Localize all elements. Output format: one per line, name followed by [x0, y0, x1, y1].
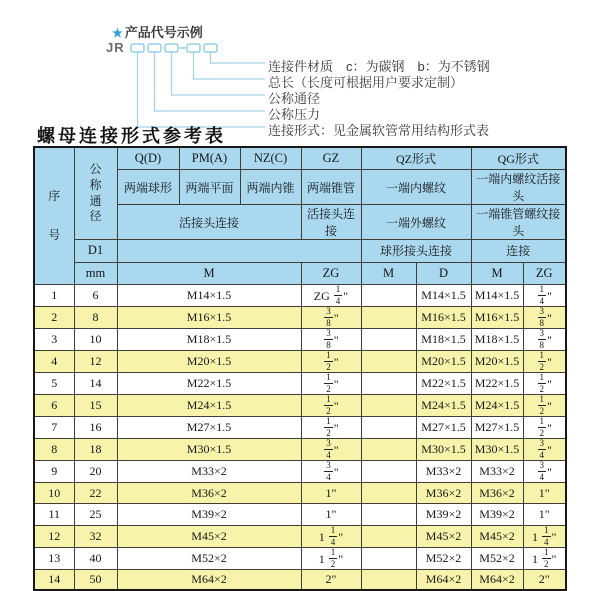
cell-seq: 4	[34, 351, 74, 373]
cell-gz: 1"	[301, 483, 361, 504]
table-row	[34, 569, 566, 590]
cell-dn: 8	[74, 307, 117, 329]
cell-qz-d: M52×2	[416, 547, 471, 569]
header-col-q: Q(D)	[117, 147, 179, 170]
cell-m: M36×2	[117, 483, 301, 504]
table-title: 螺母连接形式参考表	[37, 126, 226, 146]
cell-gz: $\frac{1}{2}$ "	[301, 373, 361, 395]
cell-seq: 3	[34, 329, 74, 351]
cell-qz-d: M18×1.5	[416, 329, 471, 351]
header-unit-qz-m: M	[361, 262, 416, 285]
cell-qg-zg: 1"	[523, 483, 566, 504]
header-qg-sub1: 一端内螺纹活接头	[471, 170, 566, 205]
cell-seq: 2	[34, 307, 74, 329]
cell-dn: 16	[74, 417, 117, 439]
table-row	[34, 417, 566, 439]
cell-gz: 1"	[301, 504, 361, 525]
cell-qz-m	[361, 373, 416, 395]
header-qz-sub3: 球形接头连接	[361, 240, 471, 263]
cell-seq: 10	[34, 483, 74, 504]
code-prefix: JR	[106, 40, 125, 55]
cell-qz-m	[361, 439, 416, 461]
cell-qg-m: M39×2	[471, 504, 523, 525]
cell-qz-m	[361, 569, 416, 590]
cell-qg-zg: $\frac{1}{4}$ "	[523, 285, 566, 307]
cell-seq: 5	[34, 373, 74, 395]
cell-dn: 32	[74, 525, 117, 547]
cell-qg-zg: 1 $\frac{1}{2}$ "	[523, 547, 566, 569]
cell-seq: 11	[34, 504, 74, 525]
cell-qz-d: M24×1.5	[416, 395, 471, 417]
header-unit-mm: mm	[74, 262, 117, 285]
cell-qg-m: M14×1.5	[471, 285, 523, 307]
header-col-gz: GZ	[301, 147, 361, 170]
cell-qz-m	[361, 285, 416, 307]
cell-gz: $\frac{1}{2}$ "	[301, 395, 361, 417]
cell-qz-d: M22×1.5	[416, 373, 471, 395]
header-unit-m-merged: M	[117, 262, 301, 285]
cell-qg-zg: $\frac{1}{2}$ "	[523, 417, 566, 439]
cell-m: M33×2	[117, 461, 301, 483]
code-box-4	[187, 44, 200, 52]
header-col-qg: QG形式	[471, 147, 566, 170]
label-nominal-diameter: 公称通径	[268, 91, 321, 106]
cell-gz: $\frac{3}{4}$ "	[301, 461, 361, 483]
cell-m: M64×2	[117, 569, 301, 590]
cell-qg-zg: $\frac{3}{8}$ "	[523, 329, 566, 351]
cell-dn: 6	[74, 285, 117, 307]
cell-qz-d: M30×1.5	[416, 439, 471, 461]
header-left-union-join: 活接头连接	[117, 205, 301, 240]
cell-gz: 1 $\frac{1}{4}$ "	[301, 525, 361, 547]
code-example-heading	[112, 22, 203, 41]
cell-qg-m: M22×1.5	[471, 373, 523, 395]
header-d1: D1	[74, 240, 117, 263]
cell-dn: 20	[74, 461, 117, 483]
cell-qz-m	[361, 395, 416, 417]
header-unit-qz-d: D	[416, 262, 471, 285]
cell-qz-m	[361, 525, 416, 547]
cell-qz-m	[361, 417, 416, 439]
cell-qg-zg: 2"	[523, 569, 566, 590]
code-box-3	[165, 44, 178, 52]
code-box-1	[131, 44, 144, 52]
cell-qg-m: M27×1.5	[471, 417, 523, 439]
cell-m: M39×2	[117, 504, 301, 525]
cell-qz-m	[361, 329, 416, 351]
cell-qg-m: M52×2	[471, 547, 523, 569]
header-qg-sub2: 一端锥管螺纹接头	[471, 205, 566, 240]
header-gz-sub: 两端锥管	[301, 170, 361, 205]
cell-qz-d: M36×2	[416, 483, 471, 504]
cell-qz-d: M27×1.5	[416, 417, 471, 439]
cell-qg-m: M30×1.5	[471, 439, 523, 461]
cell-seq: 1	[34, 285, 74, 307]
header-unit-qg-zg: ZG	[523, 262, 566, 285]
header-empty-spacer	[117, 240, 361, 263]
cell-gz: 1 $\frac{1}{2}$ "	[301, 547, 361, 569]
header-unit-qg-m: M	[471, 262, 523, 285]
cell-qz-m	[361, 504, 416, 525]
code-box-5	[204, 44, 217, 52]
cell-qz-d: M20×1.5	[416, 351, 471, 373]
cell-m: M27×1.5	[117, 417, 301, 439]
cell-seq: 14	[34, 569, 74, 590]
cell-gz: $\frac{3}{8}$ "	[301, 307, 361, 329]
header-seq: 序 号	[34, 147, 74, 285]
table-row	[34, 373, 566, 395]
header-col-nz: NZ(C)	[240, 147, 301, 170]
cell-qg-zg: $\frac{3}{4}$ "	[523, 461, 566, 483]
cell-gz: $\frac{3}{4}$ "	[301, 439, 361, 461]
cell-qg-zg: $\frac{1}{2}$ "	[523, 351, 566, 373]
cell-gz: 2"	[301, 569, 361, 590]
leader-line-diameter	[172, 52, 266, 95]
label-connector-material: 连接件材质 c：为碳钢 b：为不锈钢	[268, 59, 490, 74]
cell-qz-m	[361, 483, 416, 504]
cell-qg-zg: $\frac{3}{8}$ "	[523, 307, 566, 329]
cell-qg-zg: $\frac{1}{2}$ "	[523, 373, 566, 395]
cell-m: M30×1.5	[117, 439, 301, 461]
table-row	[34, 483, 566, 504]
header-nominal-diameter: 公 称 通 径	[74, 147, 117, 240]
code-box-2	[148, 44, 161, 52]
cell-qz-d: M45×2	[416, 525, 471, 547]
header-qz-sub2: 一端外螺纹	[361, 205, 471, 240]
cell-qg-m: M20×1.5	[471, 351, 523, 373]
table-row	[34, 547, 566, 569]
cell-qg-m: M24×1.5	[471, 395, 523, 417]
header-unit-gz-zg: ZG	[301, 262, 361, 285]
header-col-pm: PM(A)	[179, 147, 240, 170]
label-connection-form: 连接形式：见金属软管常用结构形式表	[268, 123, 490, 138]
header-qg-sub3: 连接	[471, 240, 566, 263]
table-row	[34, 525, 566, 547]
cell-dn: 15	[74, 395, 117, 417]
cell-m: M52×2	[117, 547, 301, 569]
cell-qz-m	[361, 351, 416, 373]
cell-qg-zg: $\frac{1}{2}$ "	[523, 395, 566, 417]
cell-dn: 25	[74, 504, 117, 525]
cell-seq: 8	[34, 439, 74, 461]
cell-qg-m: M45×2	[471, 525, 523, 547]
cell-qg-m: M36×2	[471, 483, 523, 504]
label-nominal-pressure: 公称压力	[268, 107, 321, 122]
table-row	[34, 461, 566, 483]
cell-qz-d: M14×1.5	[416, 285, 471, 307]
cell-m: M14×1.5	[117, 285, 301, 307]
cell-qz-d: M64×2	[416, 569, 471, 590]
cell-m: M45×2	[117, 525, 301, 547]
header-col-qz: QZ形式	[361, 147, 471, 170]
header-pm-sub: 两端平面	[179, 170, 240, 205]
cell-dn: 22	[74, 483, 117, 504]
code-example-heading-text: 产品代号示例	[124, 25, 203, 40]
cell-seq: 13	[34, 547, 74, 569]
cell-dn: 40	[74, 547, 117, 569]
table-row	[34, 395, 566, 417]
cell-m: M20×1.5	[117, 351, 301, 373]
cell-seq: 7	[34, 417, 74, 439]
table-row	[34, 285, 566, 307]
table-row	[34, 307, 566, 329]
cell-seq: 6	[34, 395, 74, 417]
cell-qz-m	[361, 547, 416, 569]
header-nz-sub: 两端内锥	[240, 170, 301, 205]
cell-gz: $\frac{1}{2}$ "	[301, 351, 361, 373]
table-row	[34, 351, 566, 373]
table-row	[34, 439, 566, 461]
leader-line-material	[211, 52, 266, 63]
cell-qz-m	[361, 307, 416, 329]
nut-connection-reference-table	[33, 146, 567, 591]
cell-dn: 14	[74, 373, 117, 395]
cell-qz-d: M33×2	[416, 461, 471, 483]
cell-qz-d: M16×1.5	[416, 307, 471, 329]
cell-dn: 12	[74, 351, 117, 373]
cell-qg-m: M18×1.5	[471, 329, 523, 351]
cell-qg-m: M64×2	[471, 569, 523, 590]
table-row	[34, 329, 566, 351]
cell-qz-m	[361, 461, 416, 483]
cell-m: M16×1.5	[117, 307, 301, 329]
star-icon: ★	[112, 26, 123, 40]
cell-seq: 12	[34, 525, 74, 547]
cell-qg-m: M16×1.5	[471, 307, 523, 329]
cell-dn: 18	[74, 439, 117, 461]
cell-qg-zg: 1"	[523, 504, 566, 525]
cell-qz-d: M39×2	[416, 504, 471, 525]
cell-m: M22×1.5	[117, 373, 301, 395]
leader-line-length	[194, 52, 266, 79]
header-qz-sub1: 一端内螺纹	[361, 170, 471, 205]
cell-qg-m: M33×2	[471, 461, 523, 483]
table-header	[34, 147, 566, 285]
table-body	[34, 285, 566, 591]
cell-qg-zg: $\frac{3}{4}$ "	[523, 439, 566, 461]
cell-seq: 9	[34, 461, 74, 483]
cell-dn: 50	[74, 569, 117, 590]
cell-m: M18×1.5	[117, 329, 301, 351]
label-total-length: 总长（长度可根据用户要求定制）	[268, 75, 464, 90]
table-row	[34, 504, 566, 525]
product-code-diagram	[0, 0, 600, 140]
header-gz-union-join: 活接头连接	[301, 205, 361, 240]
cell-qg-zg: 1 $\frac{1}{4}$ "	[523, 525, 566, 547]
cell-dn: 10	[74, 329, 117, 351]
cell-gz: $\frac{3}{8}$ "	[301, 329, 361, 351]
cell-gz: ZG $\frac{1}{4}$ "	[301, 285, 361, 307]
cell-m: M24×1.5	[117, 395, 301, 417]
cell-gz: $\frac{1}{2}$ "	[301, 417, 361, 439]
header-q-sub: 两端球形	[117, 170, 179, 205]
